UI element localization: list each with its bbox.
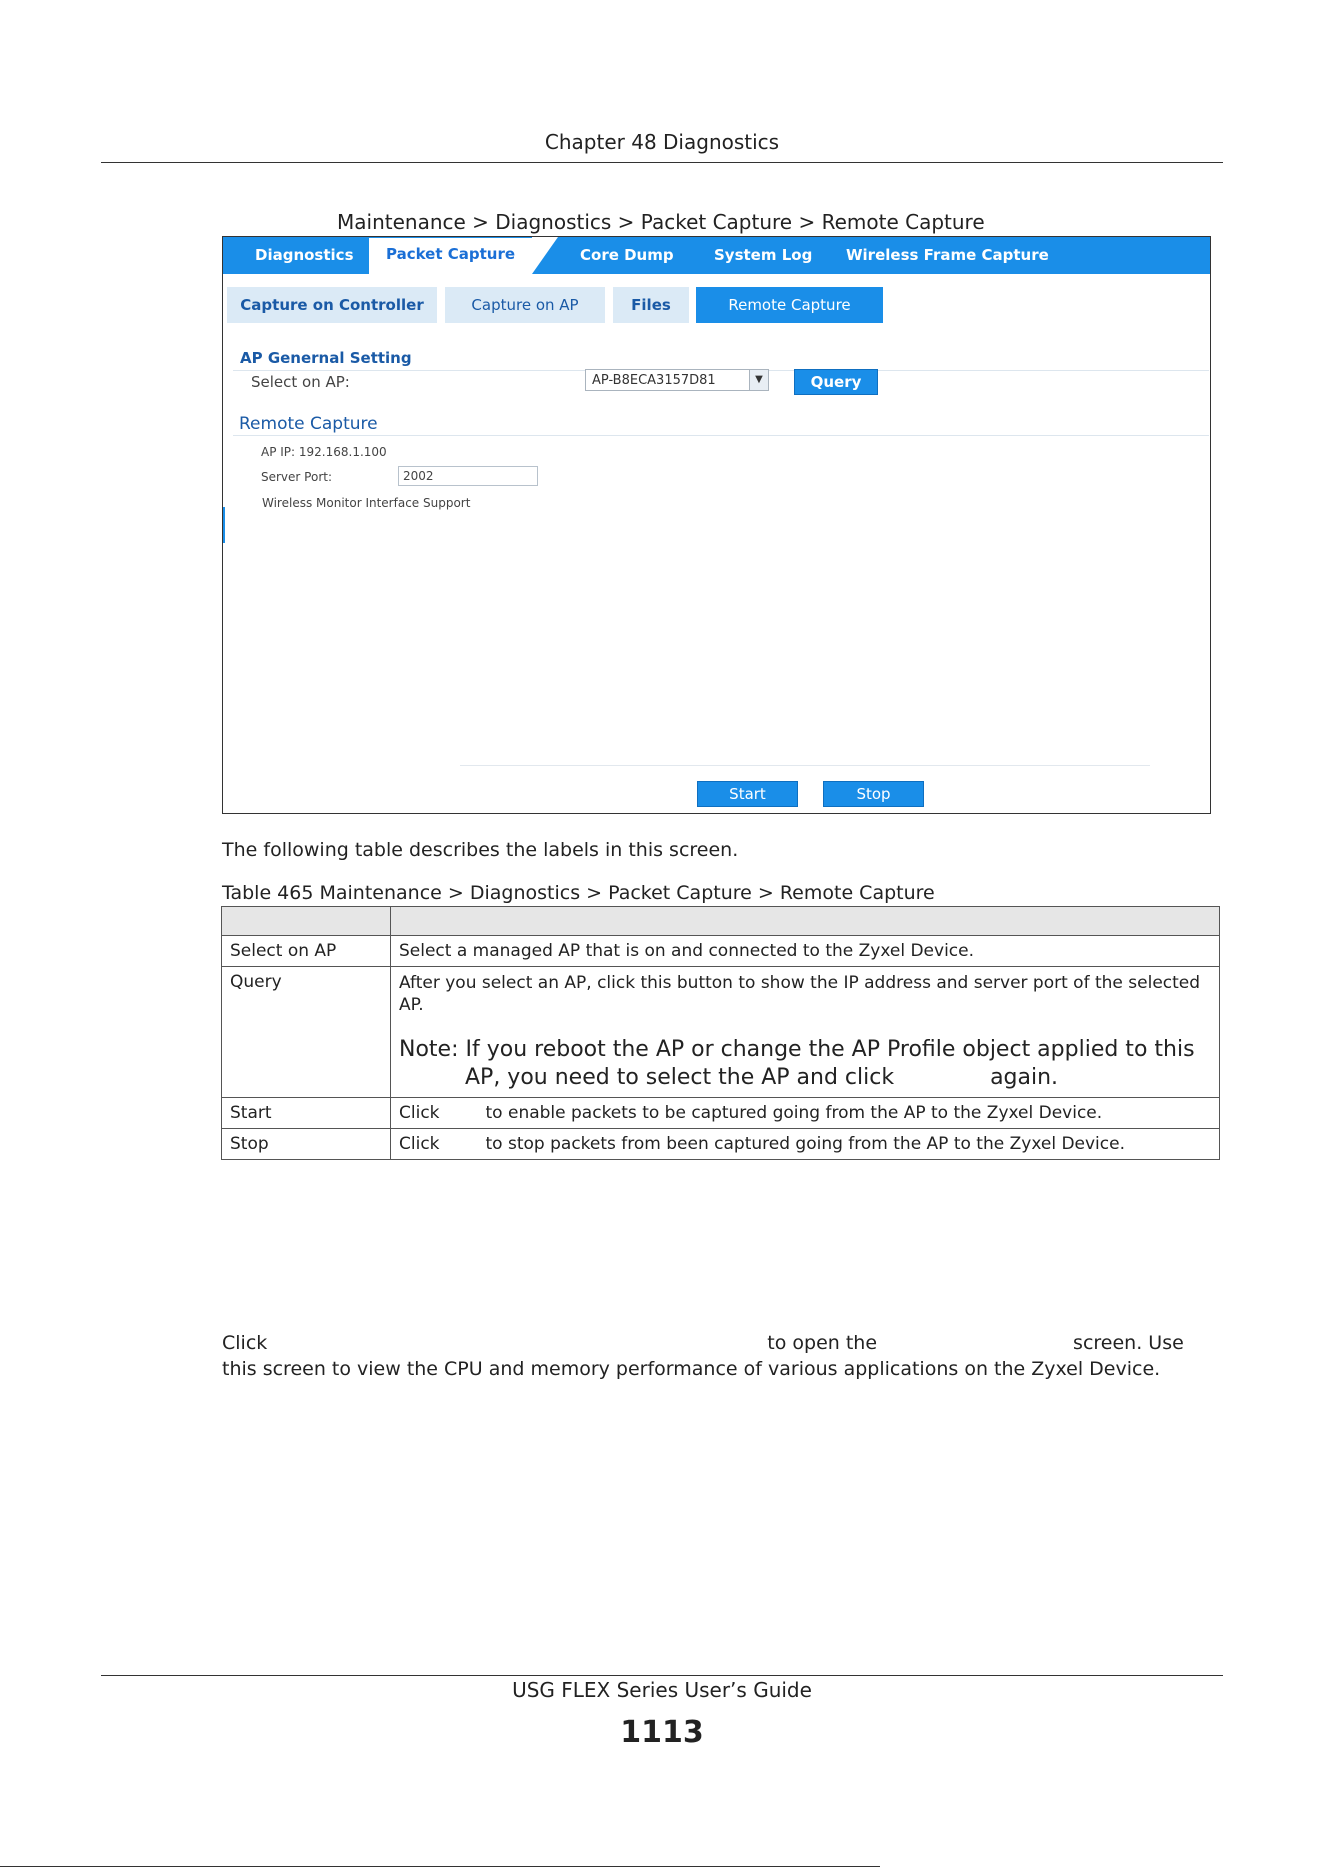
table-row: [222, 1129, 1220, 1160]
tab-diagnostics[interactable]: Diagnostics: [255, 246, 354, 264]
header-divider: [101, 162, 1223, 163]
select-on-ap-label: Select on AP:: [251, 373, 350, 391]
note-text: [399, 1036, 1211, 1092]
query-button[interactable]: Query: [794, 369, 878, 395]
row-description: [391, 1098, 1220, 1129]
left-edge-marker: [223, 507, 225, 543]
subtab-capture-on-controller[interactable]: Capture on Controller: [227, 287, 437, 323]
figure-caption: Maintenance > Diagnostics > Packet Capture > Remote Capture: [337, 210, 985, 234]
table-header-row: [222, 907, 1220, 936]
server-port-input[interactable]: 2002: [398, 466, 538, 486]
table-header-cell: [222, 907, 391, 936]
table-intro-text: The following table describes the labels in this screen.: [222, 839, 739, 861]
table-row: [222, 936, 1220, 967]
subtab-files[interactable]: Files: [613, 287, 689, 323]
chapter-header: Chapter 48 Diagnostics: [544, 130, 780, 154]
stop-button[interactable]: Stop: [823, 781, 924, 807]
table-row: [222, 1098, 1220, 1129]
ap-general-setting-heading: AP Genernal Setting: [240, 349, 412, 367]
tab-core-dump[interactable]: Core Dump: [580, 246, 674, 264]
chevron-down-icon[interactable]: ▼: [749, 370, 768, 390]
body-screen-use: screen. Use: [1073, 1332, 1184, 1354]
row-description: [391, 1129, 1220, 1160]
start-description: to enable packets to be captured going from the AP to the Zyxel Device.: [485, 1103, 1103, 1123]
click-word: Click: [399, 1134, 440, 1154]
table-header-cell: [391, 907, 1220, 936]
body-text-line1: [222, 1332, 1197, 1354]
tab-system-log[interactable]: System Log: [714, 246, 813, 264]
labels-table: [221, 906, 1220, 1160]
row-description: [391, 967, 1220, 1098]
table-row: [222, 967, 1220, 1098]
footer-guide-title: USG FLEX Series User’s Guide: [512, 1678, 812, 1702]
query-description: After you select an AP, click this button to show the IP address and server port of the selected AP.: [399, 973, 1201, 1015]
body-click: Click: [222, 1332, 268, 1354]
server-port-label: Server Port:: [261, 470, 332, 484]
note-end: again.: [990, 1065, 1059, 1090]
row-description: Select a managed AP that is on and connected to the Zyxel Device.: [391, 936, 1220, 967]
footer-divider: [101, 1675, 1223, 1676]
row-label: Stop: [222, 1129, 391, 1160]
remote-capture-heading: Remote Capture: [239, 414, 378, 434]
ap-select-value: AP-B8ECA3157D81: [592, 373, 716, 388]
sub-tab-bar: [227, 287, 1207, 323]
subtab-capture-on-ap[interactable]: Capture on AP: [445, 287, 605, 323]
tab-wireless-frame-capture[interactable]: Wireless Frame Capture: [846, 246, 1049, 264]
tab-notch: [532, 237, 558, 274]
row-label: Query: [222, 967, 391, 1098]
page-edge-line: [0, 1866, 880, 1867]
note-body: Note: If you reboot the AP or change the AP Profile object applied to this AP, you need to select the AP and click: [399, 1037, 1195, 1090]
page-number: 1113: [620, 1715, 704, 1750]
stop-description: to stop packets from been captured going from the AP to the Zyxel Device.: [485, 1134, 1125, 1154]
button-bar-divider: [460, 765, 1150, 766]
body-open: to open the: [767, 1332, 878, 1354]
ap-ip-text: AP IP: 192.168.1.100: [261, 445, 387, 459]
main-tab-bar: [223, 237, 1210, 274]
remote-capture-screenshot: [222, 236, 1211, 814]
start-button[interactable]: Start: [697, 781, 798, 807]
table-caption: Table 465 Maintenance > Diagnostics > Packet Capture > Remote Capture: [222, 882, 935, 904]
body-text-line2: this screen to view the CPU and memory performance of various applications on the Zyxel Device.: [222, 1358, 1161, 1380]
click-word: Click: [399, 1103, 440, 1123]
ap-select[interactable]: [585, 369, 769, 391]
row-label: Select on AP: [222, 936, 391, 967]
tab-packet-capture[interactable]: Packet Capture: [369, 238, 532, 274]
row-label: Start: [222, 1098, 391, 1129]
subtab-remote-capture[interactable]: Remote Capture: [696, 287, 883, 323]
wireless-monitor-label: Wireless Monitor Interface Support: [262, 496, 471, 510]
section-divider: [233, 435, 1209, 436]
